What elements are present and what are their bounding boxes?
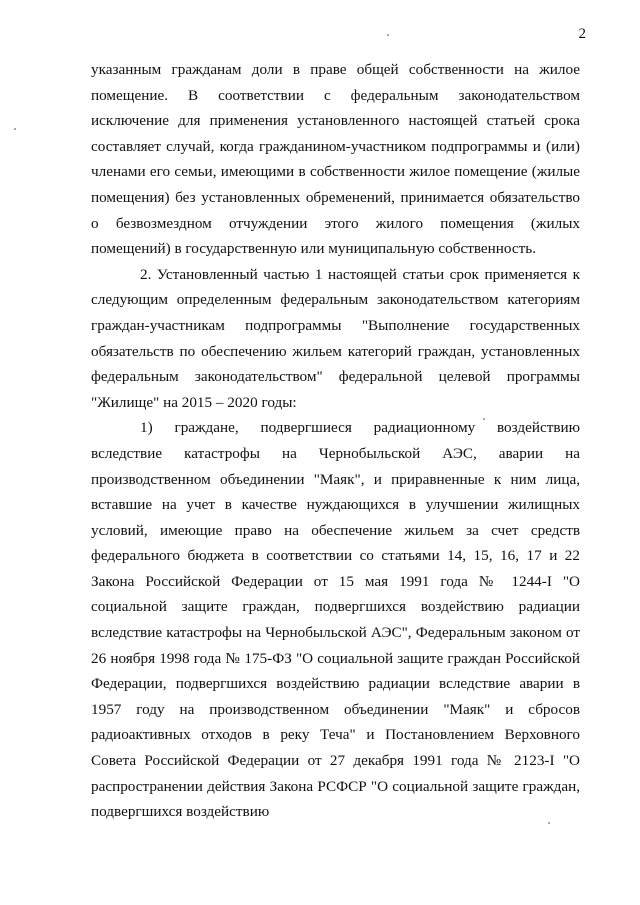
paragraph-continuation: указанным гражданам доли в праве общей собственности на жилое помещение. В соответствии с федеральным законодательством исключение для применения установленного настоящей статьей срока составляет случай, когда гражданином-участником подпрограммы и (или) членами его семьи, имеющими в собственности жилое помещение (жилые помещения) без установленных обременений, принимается обязательство о безвозмездном отчуждении этого жилого помещения (жилых помещений) в государственную или муниципальную собственность.: [91, 61, 580, 258]
scan-speck: [548, 822, 550, 824]
paragraph-subitem-1: 1) граждане, подвергшиеся радиационному воздействию вследствие катастрофы на Чернобыльской АЭС, аварии на производственном объединении "Маяк", и приравненные к ним лица, вставшие на учет в качестве нуждающихся в улучшении жилищных условий, имеющие право на обеспечение жильем за счет средств федерального бюджета в соответствии со статьями 14, 15, 16, 17 и 22 Закона Российской Федерации от 15 мая 1991 года № 1244-I "О социальной защите граждан, подвергшихся воздействию радиации вследствие катастрофы на Чернобыльской АЭС", Федеральным законом от 26 ноября 1998 года № 175-ФЗ "О социальной защите граждан Российской Федерации, подвергшихся воздействию радиации вследствие аварии в 1957 году на производственном объединении "Маяк" и сбросов радиоактивных отходов в реку Теча" и Постановлением Верховного Совета Российской Федерации от 27 декабря 1991 года № 2123-I "О распространении действия Закона РСФСР "О социальной защите граждан, подвергшихся воздействию: [91, 419, 580, 821]
scan-speck: [387, 34, 389, 36]
page-number: 2: [578, 26, 586, 42]
document-body: [91, 57, 580, 825]
scan-speck: [14, 128, 16, 130]
scan-speck: [483, 418, 485, 420]
paragraph-item-2: 2. Установленный частью 1 настоящей статьи срок применяется к следующим определенным федеральным законодательством категориям граждан-участникам подпрограммы "Выполнение государственных обязательств по обеспечению жильем категорий граждан, установленных федеральным законодательством" федеральной целевой программы "Жилище" на 2015 – 2020 годы:: [91, 265, 580, 411]
